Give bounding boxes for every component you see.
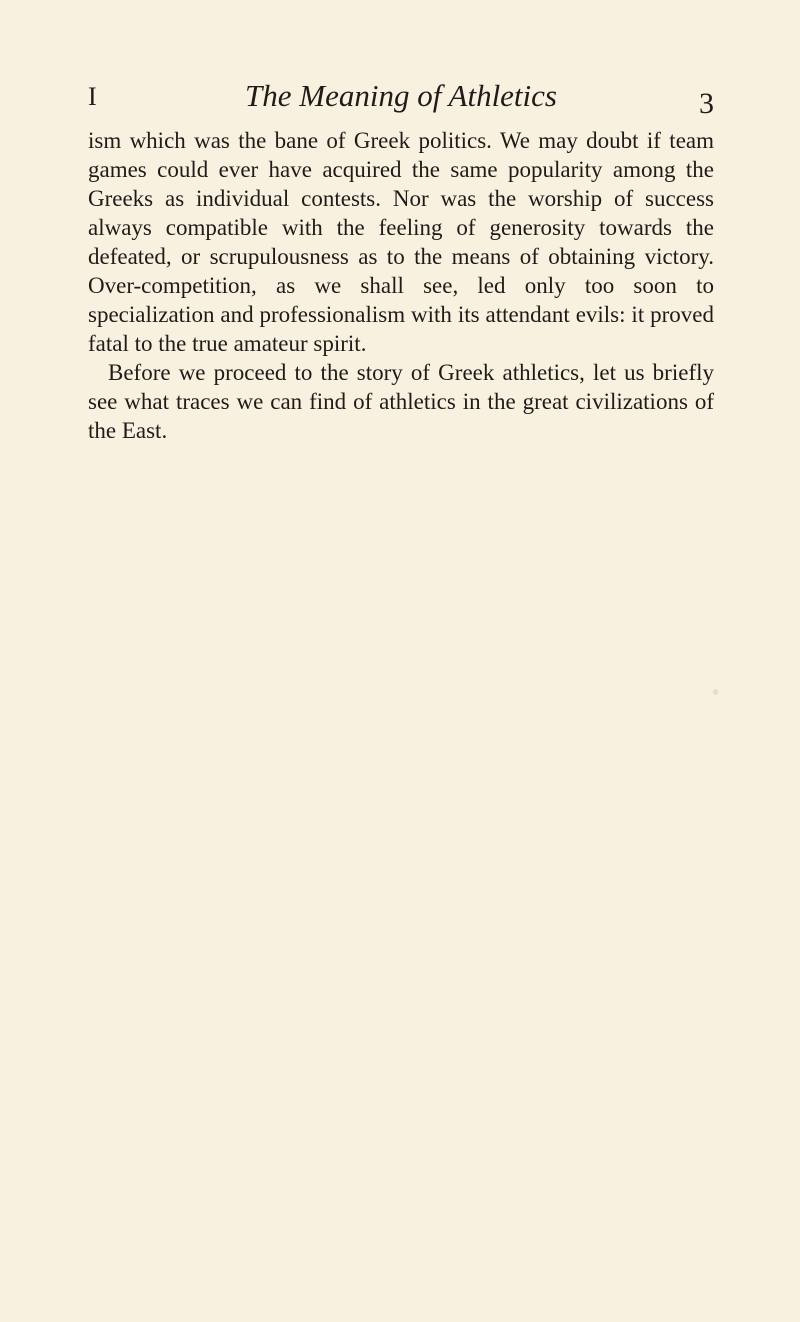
running-head [88, 76, 714, 120]
paragraph-before-we-proceed: Before we proceed to the story of Greek athletics, let us briefly see what traces we can find of athletics in the great civilizations of the East. [88, 360, 714, 443]
chapter-number: I [88, 82, 97, 111]
paper-speck [713, 689, 718, 695]
running-title: The Meaning of Athletics [245, 78, 557, 113]
body-text [88, 126, 714, 445]
page-number: 3 [699, 87, 714, 120]
paragraph-continued: ism which was the bane of Greek politics. We may doubt if team games could ever have acquired the same popularity among the Greeks as individual contests. Nor was the worship of success always compatible with the feeling of generosity towards the defeated, or scrupulousness as to the means of obtaining victory. Over-competition, as we shall see, led only too soon to specialization and professionalism with its attendant evils: it proved fatal to the true amateur spirit. [88, 128, 714, 356]
